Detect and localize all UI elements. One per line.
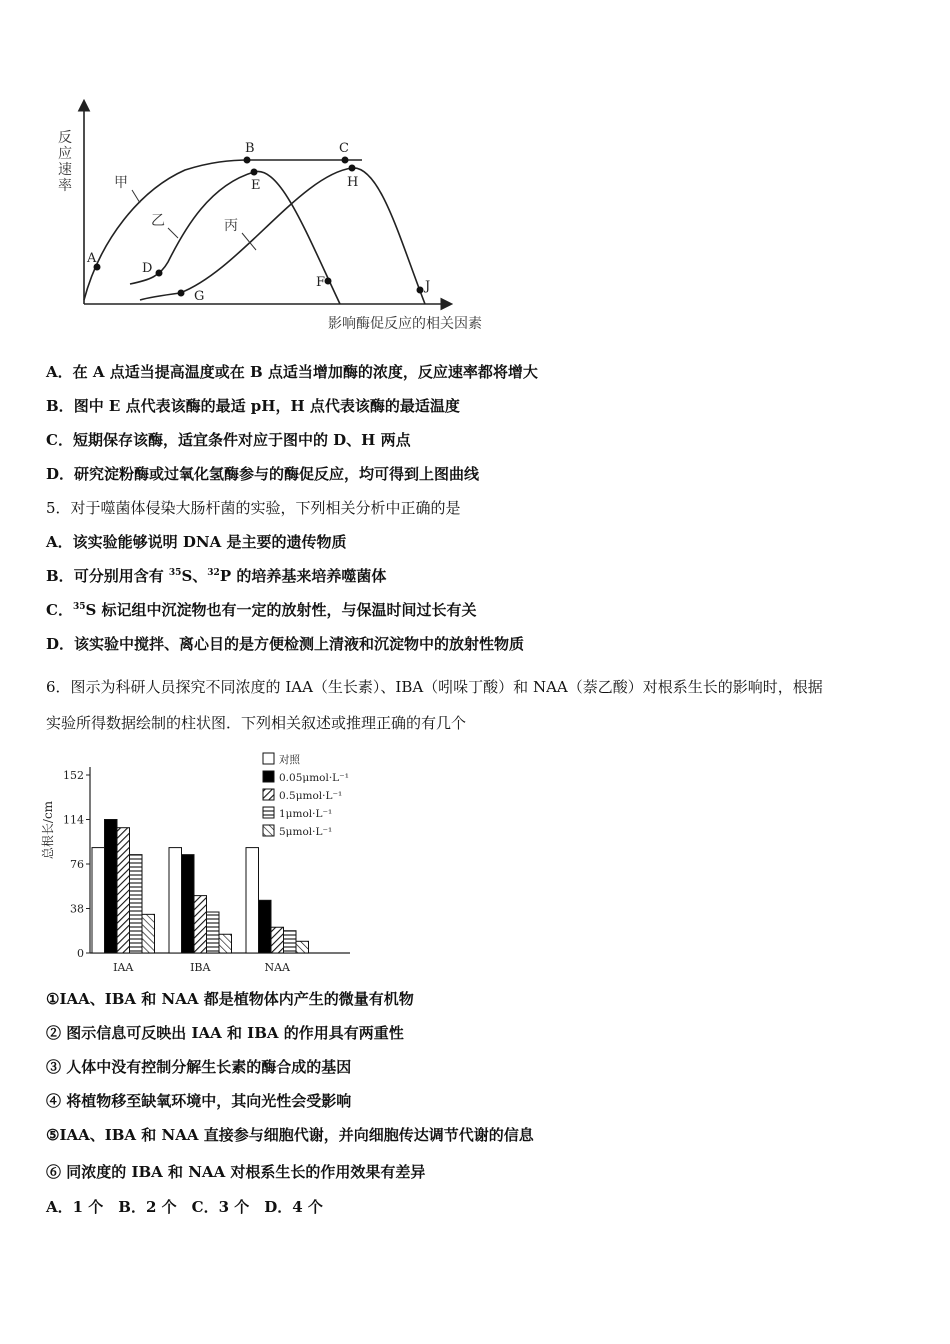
y-tick-label-1: 38	[70, 902, 84, 916]
q5-option-a[interactable]: A．该实验能够说明 DNA 是主要的遗传物质	[46, 533, 347, 551]
legend-label-4: 5μmol·L⁻¹	[279, 826, 333, 838]
bar-iaa-2	[117, 828, 130, 953]
legend-swatch-1	[263, 771, 274, 782]
q4-option-c[interactable]: C．短期保存该酶，适宜条件对应于图中的 D、H 两点	[46, 431, 411, 449]
q6-stem-line2: 实验所得数据绘制的柱状图．下列相关叙述或推理正确的有几个	[46, 714, 467, 732]
statement-2: ② 图示信息可反映出 IAA 和 IBA 的作用具有两重性	[46, 1024, 404, 1042]
curve-label-jia: 甲	[114, 175, 128, 191]
q5-stem: 5．对于噬菌体侵染大肠杆菌的实验，下列相关分析中正确的是	[46, 499, 461, 517]
q5-option-d[interactable]: D．该实验中搅拌、离心目的是方便检测上清液和沉淀物中的放射性物质	[46, 635, 525, 653]
y-axis-label: 反 应 速 率	[58, 130, 72, 194]
y-axis-title: 总根长/cm	[41, 800, 55, 860]
curve-label-yi: 乙	[151, 213, 165, 229]
point-label-f: F	[316, 275, 326, 290]
legend-swatch-2	[263, 789, 274, 800]
point-label-e: E	[251, 178, 261, 193]
bar-iaa-4	[142, 914, 155, 953]
y-tick-label-0: 0	[77, 947, 84, 960]
statement-1: ①IAA、IBA 和 NAA 都是植物体内产生的微量有机物	[46, 990, 414, 1008]
q6-answer-options[interactable]: A．1 个 B．2 个 C．3 个 D．4 个	[46, 1198, 323, 1216]
statement-3: ③ 人体中没有控制分解生长素的酶合成的基因	[46, 1058, 352, 1076]
category-label-iaa: IAA	[113, 961, 134, 974]
point-label-j: J	[425, 279, 431, 294]
bar-naa-1	[259, 900, 272, 953]
bar-naa-3	[284, 931, 297, 953]
bar-iba-4	[219, 934, 232, 953]
y-tick-label-2: 76	[70, 858, 84, 871]
category-label-iba: IBA	[190, 961, 211, 974]
curve-yi	[130, 171, 340, 304]
y-tick-label-4: 152	[63, 769, 84, 782]
statement-5: ⑤IAA、IBA 和 NAA 直接参与细胞代谢，并向细胞传达调节代谢的信息	[46, 1126, 534, 1144]
bar-iba-0	[169, 848, 182, 953]
bar-iba-1	[182, 855, 195, 953]
q5-option-c[interactable]: C．$^{35}$S 标记组中沉淀物也有一定的放射性，与保温时间过长有关	[46, 601, 477, 619]
bar-iaa-0	[92, 848, 105, 953]
bar-naa-2	[271, 927, 284, 953]
bar-iba-3	[207, 912, 220, 953]
curve-label-bing: 丙	[224, 218, 238, 234]
y-tick-label-3: 114	[63, 813, 84, 827]
legend-label-3: 1μmol·L⁻¹	[279, 808, 333, 820]
point-label-h: H	[347, 175, 359, 190]
legend-swatch-0	[263, 753, 274, 764]
point-label-d: D	[142, 261, 153, 276]
x-axis-label: 影响酶促反应的相关因素	[328, 316, 482, 332]
bar-naa-4	[296, 941, 309, 953]
q5-option-b[interactable]: B．可分别用含有 $^{35}$S、$^{32}$P 的培养基来培养噬菌体	[46, 567, 387, 585]
legend-label-1: 0.05μmol·L⁻¹	[279, 772, 349, 784]
bar-naa-0	[246, 848, 259, 953]
statement-6: ⑥ 同浓度的 IBA 和 NAA 对根系生长的作用效果有差异	[46, 1163, 426, 1181]
legend-label-0: 对照	[279, 754, 300, 766]
legend-swatch-3	[263, 807, 274, 818]
statement-4: ④ 将植物移至缺氧环境中，其向光性会受影响	[46, 1092, 352, 1110]
legend-label-2: 0.5μmol·L⁻¹	[279, 790, 343, 802]
legend-swatch-4	[263, 825, 274, 836]
bar-iaa-3	[130, 855, 143, 953]
category-label-naa: NAA	[264, 961, 291, 974]
point-label-a: A	[87, 251, 97, 266]
q4-option-d[interactable]: D．研究淀粉酶或过氧化氢酶参与的酶促反应，均可得到上图曲线	[46, 465, 480, 483]
enzyme-curve-figure	[0, 0, 950, 345]
point-label-c: C	[339, 141, 349, 156]
q4-option-b[interactable]: B．图中 E 点代表该酶的最适 pH，H 点代表该酶的最适温度	[46, 397, 460, 415]
bar-iaa-1	[105, 820, 118, 954]
root-length-bar-chart	[40, 745, 360, 980]
q6-stem-line1: 6．图示为科研人员探究不同浓度的 IAA（生长素）、IBA（吲哚丁酸）和 NAA（萘乙酸）对根系生长的影响时，根据	[46, 678, 823, 696]
point-label-b: B	[245, 141, 255, 156]
q4-option-a[interactable]: A．在 A 点适当提高温度或在 B 点适当增加酶的浓度，反应速率都将增大	[46, 363, 538, 381]
bar-iba-2	[194, 896, 207, 953]
point-label-g: G	[194, 289, 205, 304]
